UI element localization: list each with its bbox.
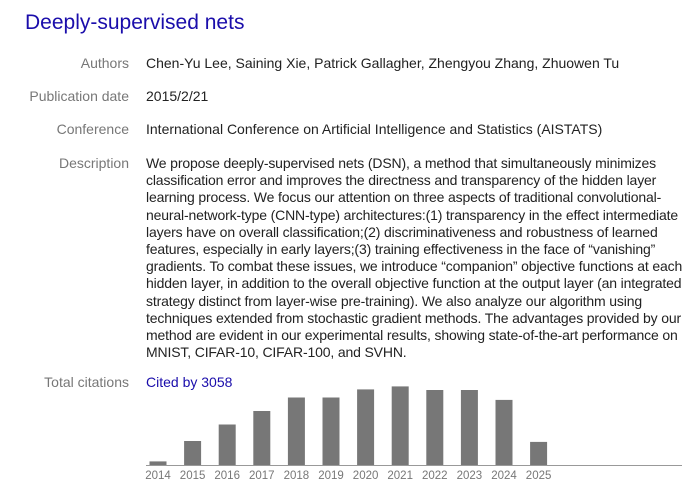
tick-label-2023: 2023 — [456, 470, 483, 482]
bar-2024[interactable] — [496, 400, 513, 465]
tick-label-2015: 2015 — [179, 470, 206, 482]
paper-title-link[interactable]: Deeply-supervised nets — [25, 11, 245, 34]
tick-label-2022: 2022 — [422, 470, 448, 482]
authors-value: Chen-Yu Lee, Saining Xie, Patrick Gallagher, Zhengyou Zhang, Zhuowen Tu — [146, 55, 620, 71]
bar-2022[interactable] — [426, 390, 443, 465]
bar-2016[interactable] — [219, 425, 236, 466]
tick-label-2017: 2017 — [249, 470, 275, 482]
cited-by-link[interactable]: Cited by 3058 — [146, 374, 233, 390]
total-citations-label: Total citations — [44, 374, 129, 390]
bar-2015[interactable] — [184, 441, 201, 465]
tick-label-2020: 2020 — [352, 470, 379, 482]
tick-label-2018: 2018 — [283, 470, 310, 482]
bar-2017[interactable] — [253, 411, 270, 465]
bar-2019[interactable] — [323, 398, 340, 466]
publication-date-value: 2015/2/21 — [146, 88, 209, 104]
bar-2025[interactable] — [530, 442, 547, 465]
tick-label-2024: 2024 — [491, 470, 517, 482]
bar-2020[interactable] — [357, 389, 374, 465]
description-value: We propose deeply-supervised nets (DSN), a method that simultaneously minimizes classification error and improves the directness and transparency of the hidden layer learning process. We focus our attention on three aspects of traditional convolutional-neural-network-type (CNN-type) architectures:(1) transparency in the effect intermediate layers have on overall classification;(2) discriminativeness and robustness of learned features, especially in early layers;(3) training effectiveness in the face of “vanishing” gradients. To combat these issues, we introduce “companion” objective functions at each hidden layer, in addition to the overall objective function at the output layer (an integrated strategy distinct from layer-wise pre-training). We also analyze our algorithm using techniques extended from stochastic gradient methods. The advantages provided by our method are evident in our experimental results, showing state-of-the-art performance on MNIST, CIFAR-10, CIFAR-100, and SVHN. — [146, 155, 683, 361]
conference-value: International Conference on Artificial Intelligence and Statistics (AISTATS) — [146, 121, 603, 137]
authors-label: Authors — [80, 55, 129, 71]
bar-2023[interactable] — [461, 390, 478, 465]
tick-label-2021: 2021 — [387, 470, 413, 482]
bar-2014[interactable] — [150, 461, 167, 465]
conference-label: Conference — [56, 121, 129, 137]
tick-label-2014: 2014 — [145, 470, 171, 482]
bar-2021[interactable] — [392, 386, 409, 465]
tick-label-2025: 2025 — [525, 470, 552, 482]
publication-date-label: Publication date — [29, 88, 129, 104]
description-label: Description — [58, 155, 129, 171]
bar-2018[interactable] — [288, 398, 305, 466]
tick-label-2019: 2019 — [318, 470, 344, 482]
tick-label-2016: 2016 — [214, 470, 240, 482]
